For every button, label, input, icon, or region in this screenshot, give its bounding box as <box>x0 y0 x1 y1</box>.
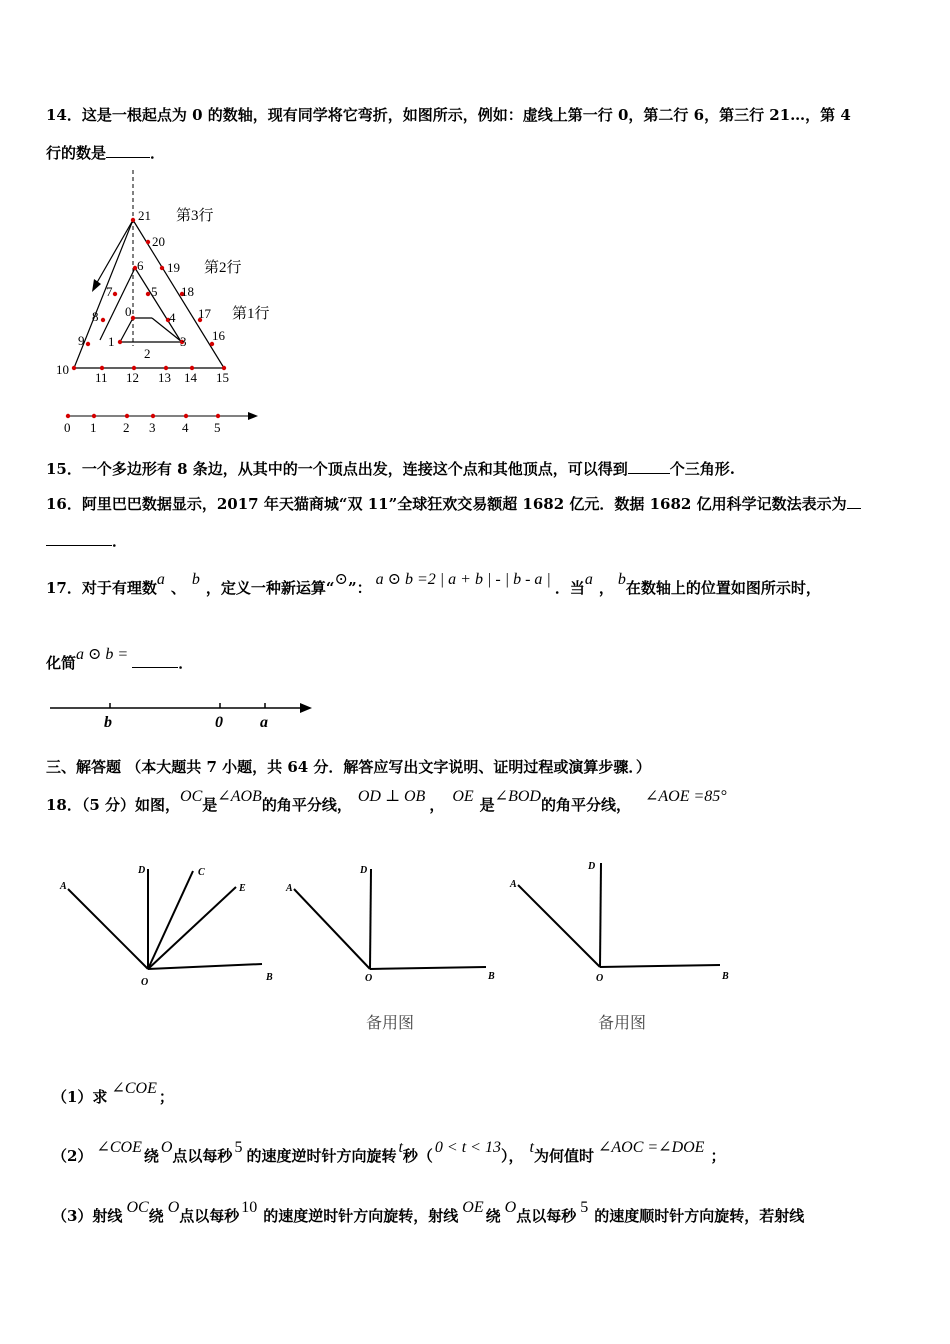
tri-num: 21 <box>138 208 151 223</box>
q18-sub3: （3）射线 OC绕 O点以每秒 10 的速度逆时针方向旋转，射线 OE 绕 O点以每秒 5 的速度顺时针方向旋转，若射线 <box>52 1199 805 1225</box>
tri-num: 0 <box>125 304 132 319</box>
q17-number-line <box>46 696 326 732</box>
fig3-label-O: O <box>596 973 604 984</box>
row-label: 第2行 <box>204 260 242 276</box>
q18-sub2: （2） ∠COE 绕 O点以每秒 5 的速度逆时针方向旋转 t秒（ 0 < t < 13）， t为何值时 ∠AOC =∠DOE ； <box>52 1139 726 1165</box>
tri-num: 13 <box>158 370 171 385</box>
fig2-label-A: A <box>286 883 293 894</box>
row-label: 第1行 <box>232 306 270 322</box>
fig1-label-E: E <box>239 883 246 894</box>
q17-line2: 化简a ⊙ b = ． <box>46 646 194 672</box>
tri-num: 16 <box>212 328 225 343</box>
fig2-label-O: O <box>365 973 373 984</box>
q16-answer-blank[interactable] <box>46 545 112 546</box>
axis-tick: 2 <box>123 420 130 435</box>
q14-line2: 行的数是 ． <box>46 144 166 162</box>
section-title: 三、解答题 （本大题共 7 小题，共 64 分．解答应写出文字说明、证明过程或演算步骤．） <box>46 758 651 776</box>
axis-label-0: 0 <box>215 714 223 731</box>
tri-num: 5 <box>151 284 158 299</box>
tri-num: 7 <box>106 284 113 299</box>
q14-text: 行的数是 <box>46 144 107 162</box>
tri-num: 20 <box>152 234 165 249</box>
q18-figures <box>40 855 760 995</box>
q16-line2: ． <box>46 530 127 551</box>
axis-tick: 3 <box>149 420 156 435</box>
row-label: 第3行 <box>176 208 214 224</box>
q15: 15．一个多边形有 8 条边，从其中的一个顶点出发，连接这个点和其他顶点，可以得到 个三角形. <box>46 460 735 478</box>
fig1-label-C: C <box>198 867 205 878</box>
tri-num: 2 <box>144 346 151 361</box>
tri-num: 12 <box>126 370 139 385</box>
q14-line1: 14．这是一根起点为 0 的数轴，现有同学将它弯折，如图所示，例如：虚线上第一行 0，第二行 6，第三行 21…，第 4 <box>46 106 851 124</box>
axis-tick: 1 <box>90 420 97 435</box>
q18-line1: 18．（5 分）如图，OC是∠AOB的角平分线， OD ⊥ OB ， OE 是∠BOD的角平分线， ∠AOE =85° <box>46 788 727 814</box>
q14-answer-blank[interactable] <box>106 157 150 158</box>
fig1-label-O: O <box>141 977 149 988</box>
tri-num: 10 <box>56 362 69 377</box>
tri-num: 1 <box>108 334 115 349</box>
tri-num: 8 <box>92 309 99 324</box>
q15-answer-blank[interactable] <box>628 473 670 474</box>
axis-tick: 4 <box>182 420 189 435</box>
tri-num: 17 <box>198 306 211 321</box>
q17-line1: 17．对于有理数a 、 b ，定义一种新运算“⊙”： a ⊙ b =2 | a + b | - | b - a | ．当a ， b在数轴上的位置如图所示时， <box>46 571 821 597</box>
q16-line1: 16．阿里巴巴数据显示，2017 年天猫商城“双 11”全球狂欢交易额超 1682 亿元．数据 1682 亿用科学记数法表示为 <box>46 493 861 514</box>
tri-num: 6 <box>137 258 144 273</box>
axis-label-b: b <box>104 714 112 731</box>
axis-tick: 0 <box>64 420 71 435</box>
tri-num: 11 <box>95 370 108 385</box>
tri-num: 9 <box>78 333 85 348</box>
tri-num: 18 <box>181 284 194 299</box>
bent-number-line-figure <box>40 168 300 440</box>
axis-tick: 5 <box>214 420 221 435</box>
fig2-label-B: B <box>488 971 495 982</box>
fig1-label-B: B <box>266 972 273 983</box>
tri-num: 15 <box>216 370 229 385</box>
fig1-label-A: A <box>60 881 67 892</box>
tri-num: 14 <box>184 370 197 385</box>
tri-num: 3 <box>180 334 187 349</box>
fig2-label-D: D <box>360 865 368 876</box>
axis-label-a: a <box>260 714 268 731</box>
backup-caption-1: 备用图 <box>366 1013 415 1032</box>
tri-num: 4 <box>169 310 176 325</box>
q17-answer-blank[interactable] <box>132 667 178 668</box>
backup-caption-2: 备用图 <box>598 1013 647 1032</box>
fig3-label-D: D <box>588 861 596 872</box>
q18-sub1: （1）求 ∠COE ； <box>52 1080 174 1106</box>
tri-num: 19 <box>167 260 180 275</box>
fig1-label-D: D <box>138 865 146 876</box>
fig3-label-A: A <box>510 879 517 890</box>
fig3-label-B: B <box>722 971 729 982</box>
